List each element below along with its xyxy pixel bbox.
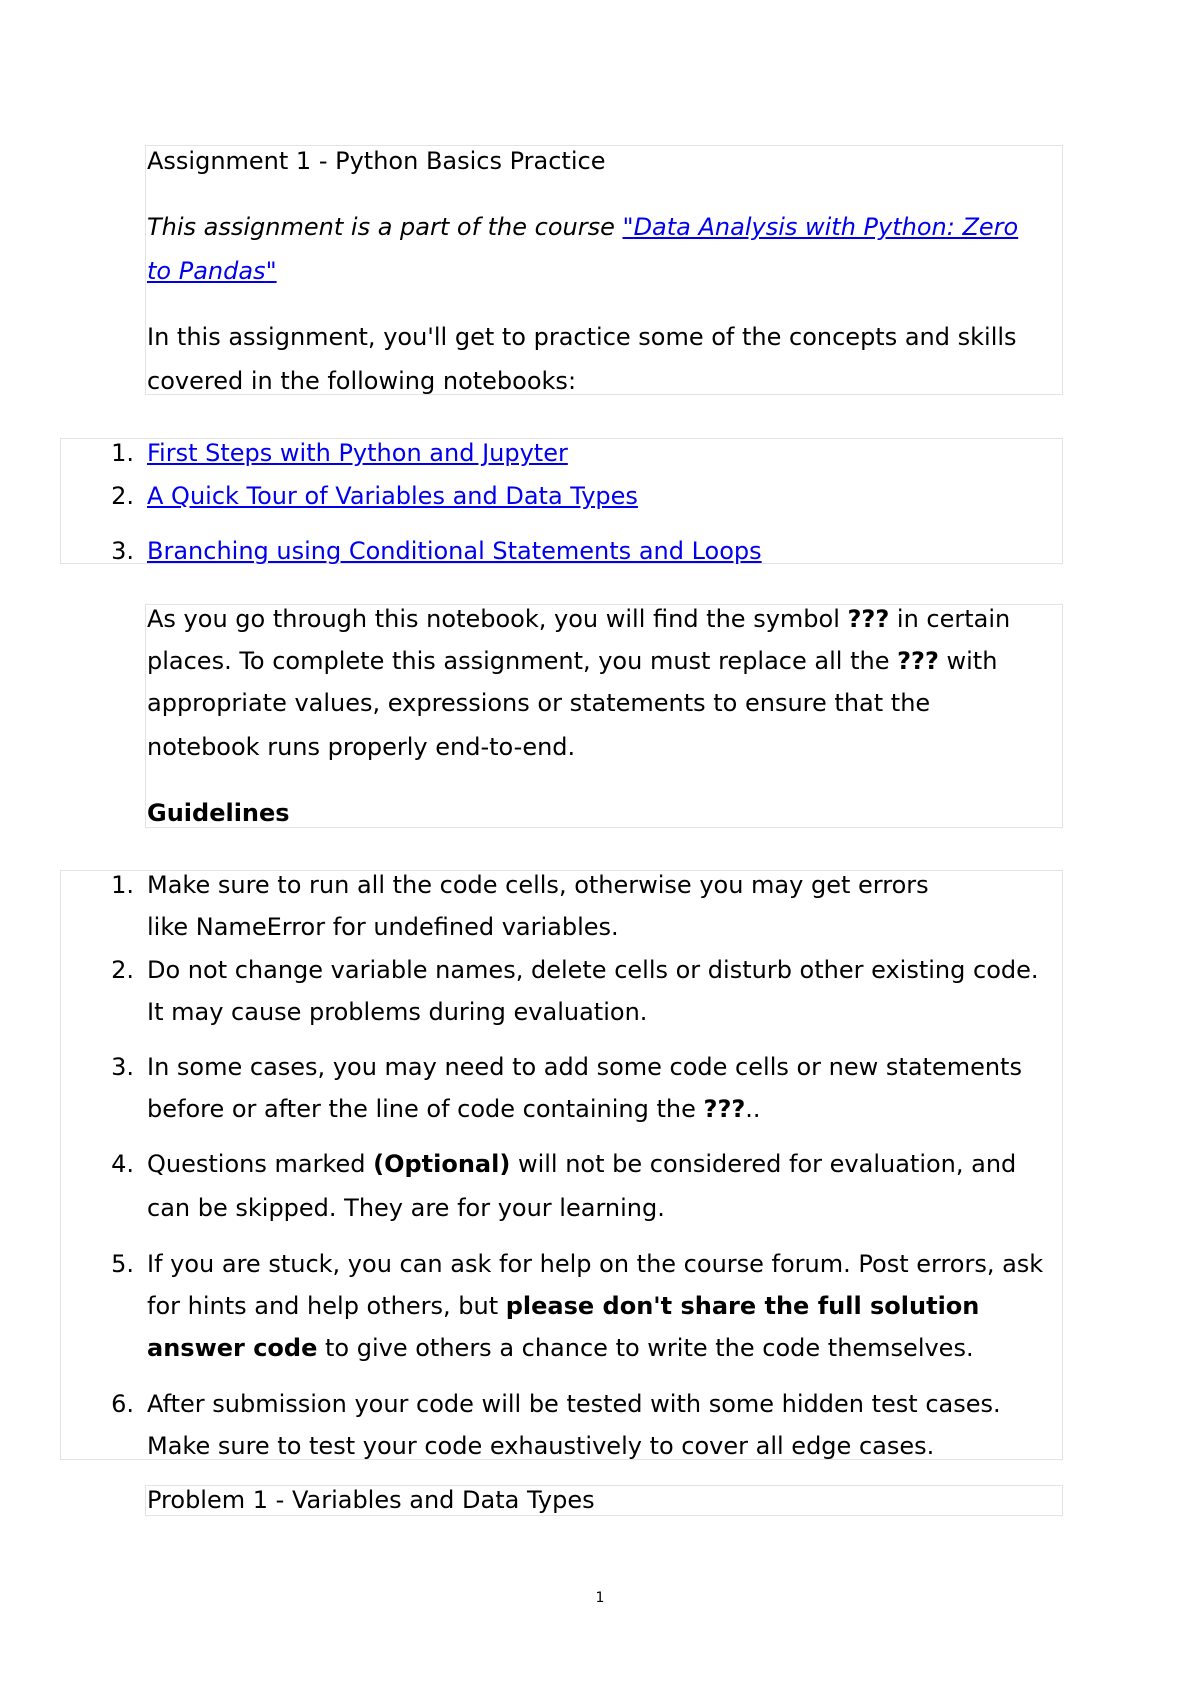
guideline-6-line-2: Make sure to test your code exhaustively to cover all edge cases. <box>147 1432 935 1460</box>
list-item <box>147 536 762 566</box>
instructions-line-1: As you go through this notebook, you will find the symbol ??? in certain <box>147 605 1011 633</box>
description-line-1: In this assignment, you'll get to practice some of the concepts and skills <box>147 323 1017 351</box>
guideline-2-line-1: Do not change variable names, delete cells or disturb other existing code. <box>147 956 1039 984</box>
guidelines-heading: Guidelines <box>147 799 290 827</box>
course-link[interactable]: "Data Analysis with Python: Zero <box>622 213 1019 241</box>
guideline-4-line-2: can be skipped. They are for your learning. <box>147 1194 665 1222</box>
instructions-line-4: notebook runs properly end-to-end. <box>147 733 576 761</box>
course-line-1 <box>147 212 1018 242</box>
notebook-link-branching[interactable]: Branching using Conditional Statements and Loops <box>147 537 762 565</box>
placeholder-symbol: ??? <box>897 647 939 675</box>
notebook-link-variables[interactable]: A Quick Tour of Variables and Data Types <box>147 482 638 510</box>
list-item <box>147 481 638 511</box>
guideline-3-line-1: In some cases, you may need to add some code cells or new statements <box>147 1053 1022 1081</box>
list-number: 3. <box>111 1053 134 1081</box>
description-line-2: covered in the following notebooks: <box>147 367 577 395</box>
guideline-5-line-1: If you are stuck, you can ask for help on the course forum. Post errors, ask <box>147 1250 1044 1278</box>
guideline-3-line-2: before or after the line of code containing the ???.. <box>147 1095 761 1123</box>
guideline-5-line-2: for hints and help others, but please don't share the full solution <box>147 1292 980 1320</box>
instructions-line-2: places. To complete this assignment, you must replace all the ??? with <box>147 647 998 675</box>
guideline-1-line-2: like NameError for undefined variables. <box>147 913 619 941</box>
notebook-link-first-steps[interactable]: First Steps with Python and Jupyter <box>147 439 568 467</box>
guideline-2-line-2: It may cause problems during evaluation. <box>147 998 648 1026</box>
guideline-5-line-3: answer code to give others a chance to write the code themselves. <box>147 1334 974 1362</box>
list-number: 4. <box>111 1150 134 1178</box>
list-number: 1. <box>111 439 134 467</box>
page-number: 1 <box>595 1590 605 1606</box>
course-line-2 <box>147 256 277 286</box>
list-number: 1. <box>111 871 134 899</box>
list-number: 6. <box>111 1390 134 1418</box>
course-link-continued[interactable]: to Pandas" <box>147 257 277 285</box>
assignment-title: Assignment 1 - Python Basics Practice <box>147 147 606 175</box>
problem-1-title: Problem 1 - Variables and Data Types <box>147 1486 595 1514</box>
list-number: 2. <box>111 956 134 984</box>
intro-section <box>145 145 1063 395</box>
guideline-4-line-1: Questions marked (Optional) will not be considered for evaluation, and <box>147 1150 1017 1178</box>
guideline-6-line-1: After submission your code will be tested with some hidden test cases. <box>147 1390 1001 1418</box>
list-number: 3. <box>111 537 134 565</box>
placeholder-symbol: ??? <box>847 605 890 633</box>
list-number: 2. <box>111 482 134 510</box>
course-prefix: This assignment is a part of the course <box>147 213 623 241</box>
list-item <box>147 438 568 468</box>
instructions-line-3: appropriate values, expressions or statements to ensure that the <box>147 689 931 717</box>
list-number: 5. <box>111 1250 134 1278</box>
guideline-1-line-1: Make sure to run all the code cells, otherwise you may get errors <box>147 871 929 899</box>
